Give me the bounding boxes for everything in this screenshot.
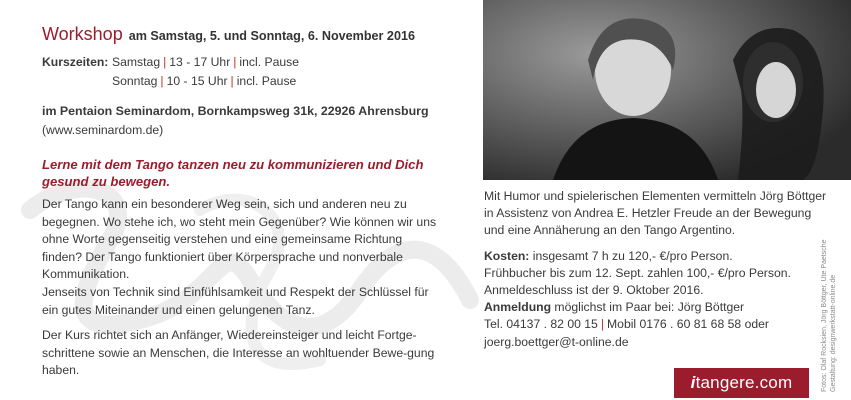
phone-line [484, 316, 829, 333]
schedule-row-sat [112, 54, 462, 72]
deadline-text: Anmeldeschluss ist der 9. Oktober 2016. [484, 283, 704, 298]
separator: | [233, 54, 237, 69]
photo-credits [820, 222, 838, 392]
schedule-time: 13 - 17 Uhr [169, 54, 231, 69]
costs-text: insgesamt 7 h zu 120,- €/pro Person. [532, 248, 733, 263]
email-link[interactable]: joerg.boettger@t-online.de [484, 334, 629, 349]
logo-text: tangere.com [695, 373, 793, 392]
schedule-note: incl. Pause [239, 54, 300, 69]
separator: | [160, 74, 164, 89]
early-bird-text: Frühbucher bis zum 12. Sept. zahlen 100,- €/pro Person. [484, 265, 791, 280]
description-paragraph: Der Kurs richtet sich an Anfänger, Wiedereinsteiger und leicht Fortge-schrittene sowie an Menschen, die Interesse an wohltuender Bewe-gung haben. [42, 328, 435, 378]
separator: | [600, 317, 605, 332]
workshop-date: am Samstag, 5. und Sonntag, 6. November 2016 [128, 29, 415, 43]
description [42, 196, 442, 380]
registration-text: möglichst im Paar bei: Jörg Böttger [554, 300, 745, 315]
left-column [42, 26, 462, 388]
schedule-time: 10 - 15 Uhr [166, 74, 228, 89]
telephone[interactable]: Tel. 04137 . 82 00 15 [484, 317, 598, 332]
credits-line: Fotos: Olaf Rocksien, Jörg Böttger, Ute Paetsche [821, 239, 828, 392]
description-text: Der Tango kann ein besonderer Weg sein, sich und anderen neu zu begegnen. Wo stehe ich, wo steht mein Gegenüber? Wie können wir uns ohne Worte gegenseitig verstehen und eine gemeinsame Richtung finden? Der Tango funktioniert über Körpersprache und nonverbale Kommunikation. [42, 196, 437, 282]
schedule-row-sun [112, 73, 462, 91]
costs-label: Kosten: [484, 248, 530, 263]
registration-label: Anmeldung [484, 300, 552, 315]
itangere-logo[interactable] [674, 368, 809, 398]
schedule-day: Sonntag [112, 74, 158, 89]
schedule-note: incl. Pause [236, 74, 297, 89]
credits-line: Gestaltung: designwerkstatt-online.de [830, 274, 837, 392]
intro-text: Mit Humor und spielerischen Elementen vermitteln Jörg Böttger in Assistenz von Andrea E. Hetzler Freude an der Bewegung und eine Annäherung an den Tango Argentino. [484, 189, 827, 238]
registration-line [484, 299, 829, 316]
schedule [42, 54, 462, 91]
right-column [484, 188, 829, 351]
description-paragraph [42, 196, 442, 319]
workshop-header [42, 26, 462, 46]
photo-illustration [483, 0, 851, 180]
mobile[interactable]: Mobil 0176 . 60 81 68 58 oder [607, 317, 769, 332]
dancers-photo [483, 0, 851, 180]
schedule-label: Kurszeiten: [42, 54, 109, 69]
workshop-title: Workshop [42, 24, 123, 44]
costs-line [484, 248, 829, 265]
venue-address: im Pentaion Seminardom, Bornkampsweg 31k, 22926 Ahrensburg [42, 103, 429, 118]
lead-text: Lerne mit dem Tango tanzen neu zu kommunizieren und Dich gesund zu bewegen. [42, 156, 424, 189]
schedule-day: Samstag [112, 54, 161, 69]
description-text: Jenseits von Technik sind Einfühlsamkeit und Respekt der Schlüssel für ein gutes Miteinander und einen gelungenen Tanz. [42, 284, 429, 317]
separator: | [230, 74, 234, 89]
logo-prefix: i [690, 373, 696, 392]
venue-url[interactable]: (www.seminardom.de) [42, 123, 164, 138]
separator: | [163, 54, 167, 69]
